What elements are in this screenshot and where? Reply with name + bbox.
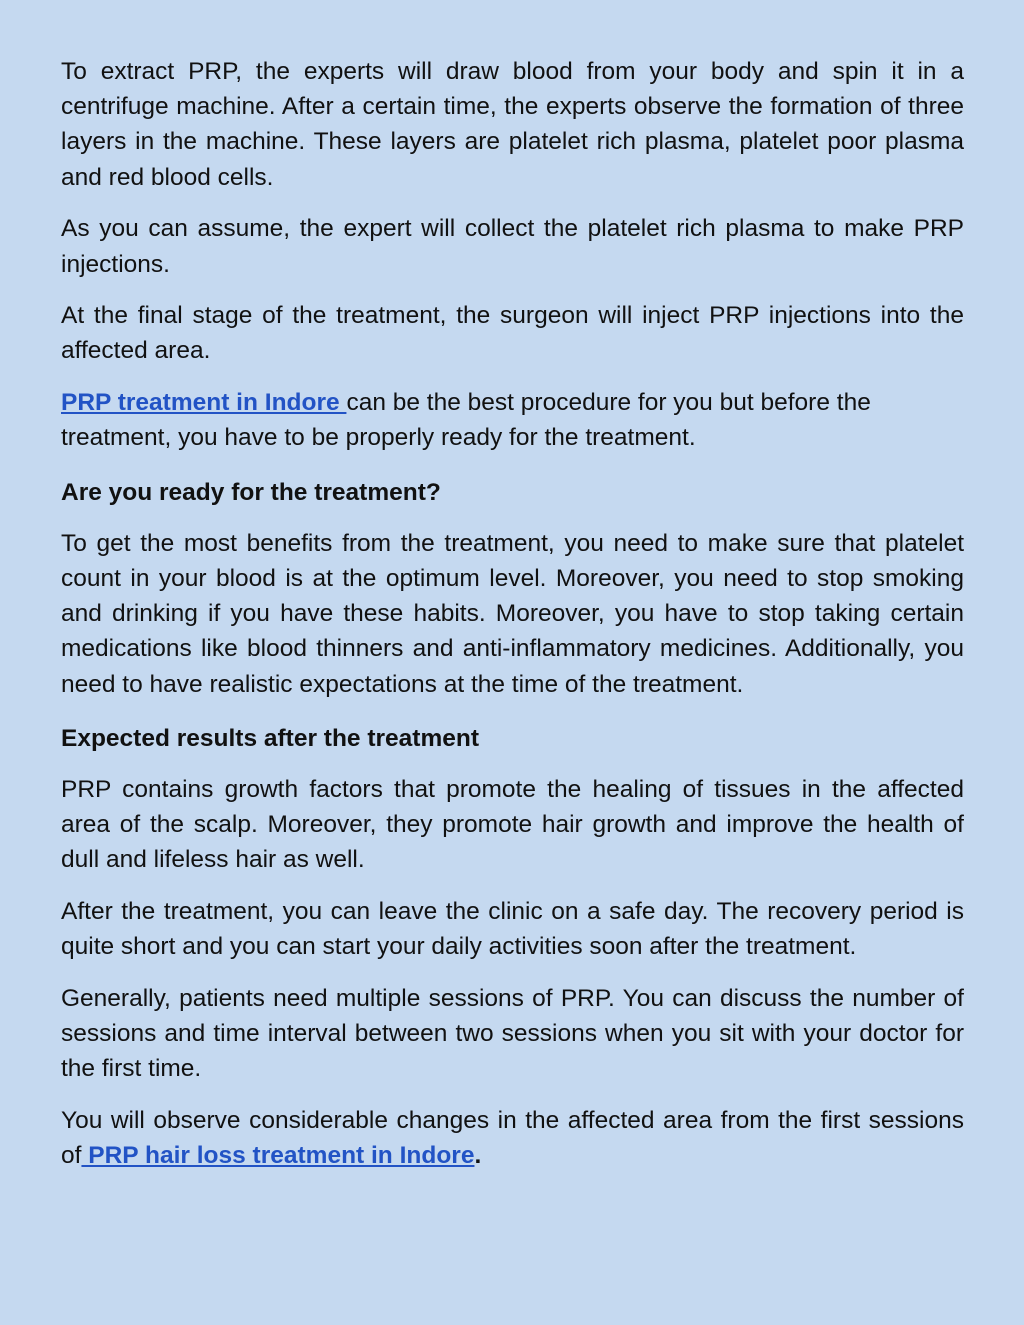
paragraph-prp-extraction: To extract PRP, the experts will draw blood from your body and spin it in a centrifuge machine. After a certain time, the experts observe the formation of three layers in the machine. These layers are platelet rich plasma, platelet poor plasma and red blood cells. [61, 58, 964, 191]
paragraph-growth-factors: PRP contains growth factors that promote the healing of tissues in the affected area of the scalp. Moreover, they promote hair growth and improve the health of dull and lifeless hair as well. [61, 775, 964, 874]
paragraph-changes [61, 1103, 964, 1173]
prp-hair-loss-treatment-link[interactable]: PRP hair loss treatment in Indore [81, 1142, 475, 1170]
paragraph-changes-period: . [474, 1142, 482, 1170]
paragraph-final-stage: At the final stage of the treatment, the surgeon will inject PRP injections into the affected area. [61, 302, 964, 365]
paragraph-preparation: To get the most benefits from the treatment, you need to make sure that platelet count in your blood is at the optimum level. Moreover, you need to stop smoking and drinking if you have these habits. Moreover, you have to stop taking certain medications like blood thinners and anti-inflammatory medicines. Additionally, you need to have realistic expectations at the time of the treatment. [61, 529, 964, 698]
paragraph-prp-indore [61, 385, 964, 455]
heading-ready-for-treatment: Are you ready for the treatment? [61, 478, 441, 506]
paragraph-prp-indore-text: can be the best procedure for you but before the treatment, you have to be properly ready for the treatment. [61, 389, 871, 452]
paragraph-platelet-collection: As you can assume, the expert will collect the platelet rich plasma to make PRP injections. [61, 215, 964, 278]
paragraph-recovery: After the treatment, you can leave the clinic on a safe day. The recovery period is quite short and you can start your daily activities soon after the treatment. [61, 898, 964, 961]
paragraph-changes-text: You will observe considerable changes in the affected area from the first sessions of [61, 1107, 964, 1170]
document-body [61, 54, 964, 1190]
prp-treatment-indore-link[interactable]: PRP treatment in Indore [61, 389, 347, 417]
heading-expected-results: Expected results after the treatment [61, 724, 479, 752]
paragraph-sessions: Generally, patients need multiple sessions of PRP. You can discuss the number of sessions and time interval between two sessions when you sit with your doctor for the first time. [61, 984, 964, 1083]
